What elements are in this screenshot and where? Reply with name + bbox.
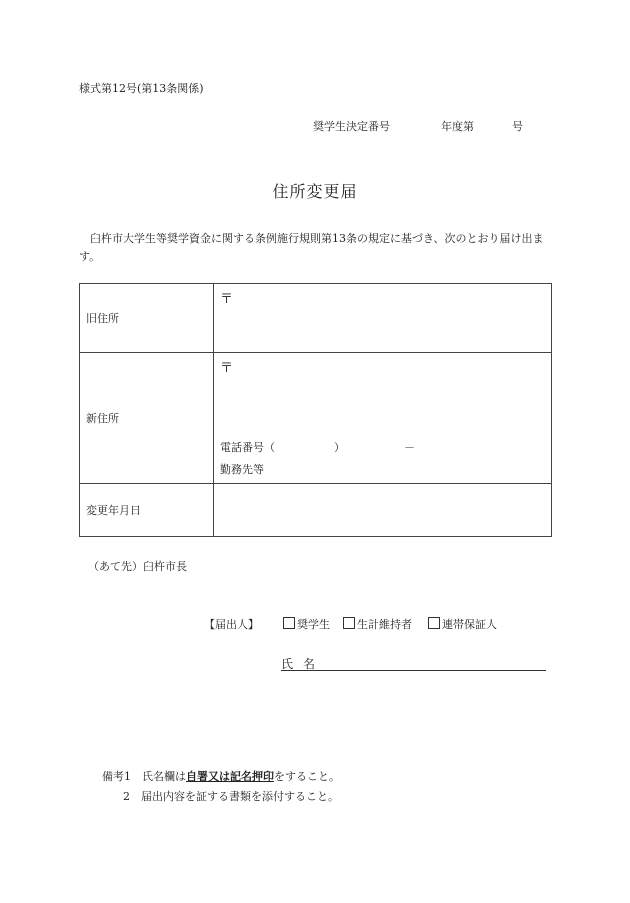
change-date-label: 変更年月日 xyxy=(80,484,214,537)
workplace-label: 勤務先等 xyxy=(220,463,264,476)
phone-label: 電話番号（ xyxy=(220,441,275,454)
note-1-suffix: をすること。 xyxy=(274,770,340,783)
fiscal-year-label: 年度第 xyxy=(441,120,474,133)
note-1-emphasis: 自署又は記名押印 xyxy=(186,770,274,783)
option-label: 生計維持者 xyxy=(357,618,412,631)
decision-number-label: 奨学生決定番号 xyxy=(313,120,390,133)
option-label: 奨学生 xyxy=(297,618,330,631)
new-address-row xyxy=(80,353,552,484)
old-address-row xyxy=(80,284,552,353)
checkbox-icon[interactable] xyxy=(283,617,295,629)
postal-mark: 〒 xyxy=(220,292,234,307)
option-household-supporter[interactable] xyxy=(343,616,412,632)
applicant-label: 【届出人】 xyxy=(204,618,259,631)
document-title: 住所変更届 xyxy=(272,182,358,201)
note-2: 2 届出内容を証する書類を添付すること。 xyxy=(123,790,339,803)
change-date-row xyxy=(80,484,552,537)
form-number: 様式第12号(第13条関係) xyxy=(79,82,204,95)
note-1 xyxy=(102,768,340,784)
address-change-table xyxy=(79,283,552,537)
intro-paragraph: 臼杵市大学生等奨学資金に関する条例施行規則第13条の規定に基づき、次のとおり届け出ます。 xyxy=(79,232,544,263)
note-1-prefix: 備考1 氏名欄は xyxy=(102,770,186,783)
checkbox-icon[interactable] xyxy=(343,617,355,629)
option-scholarship-student[interactable] xyxy=(283,616,330,632)
old-address-field[interactable] xyxy=(214,284,552,353)
name-signature-line[interactable] xyxy=(281,670,546,671)
old-address-label: 旧住所 xyxy=(80,284,214,353)
option-joint-guarantor[interactable] xyxy=(428,616,497,632)
name-label: 氏名 xyxy=(281,657,326,671)
recipient: （あて先）臼杵市長 xyxy=(88,560,187,573)
new-address-label: 新住所 xyxy=(80,353,214,484)
option-label: 連帯保証人 xyxy=(442,618,497,631)
new-address-field[interactable] xyxy=(214,353,552,484)
checkbox-icon[interactable] xyxy=(428,617,440,629)
phone-row xyxy=(220,439,415,455)
phone-dash: － xyxy=(404,441,415,454)
postal-mark: 〒 xyxy=(220,361,234,376)
phone-close-paren: ） xyxy=(334,441,345,454)
change-date-field[interactable] xyxy=(214,484,552,537)
number-suffix: 号 xyxy=(512,120,523,133)
